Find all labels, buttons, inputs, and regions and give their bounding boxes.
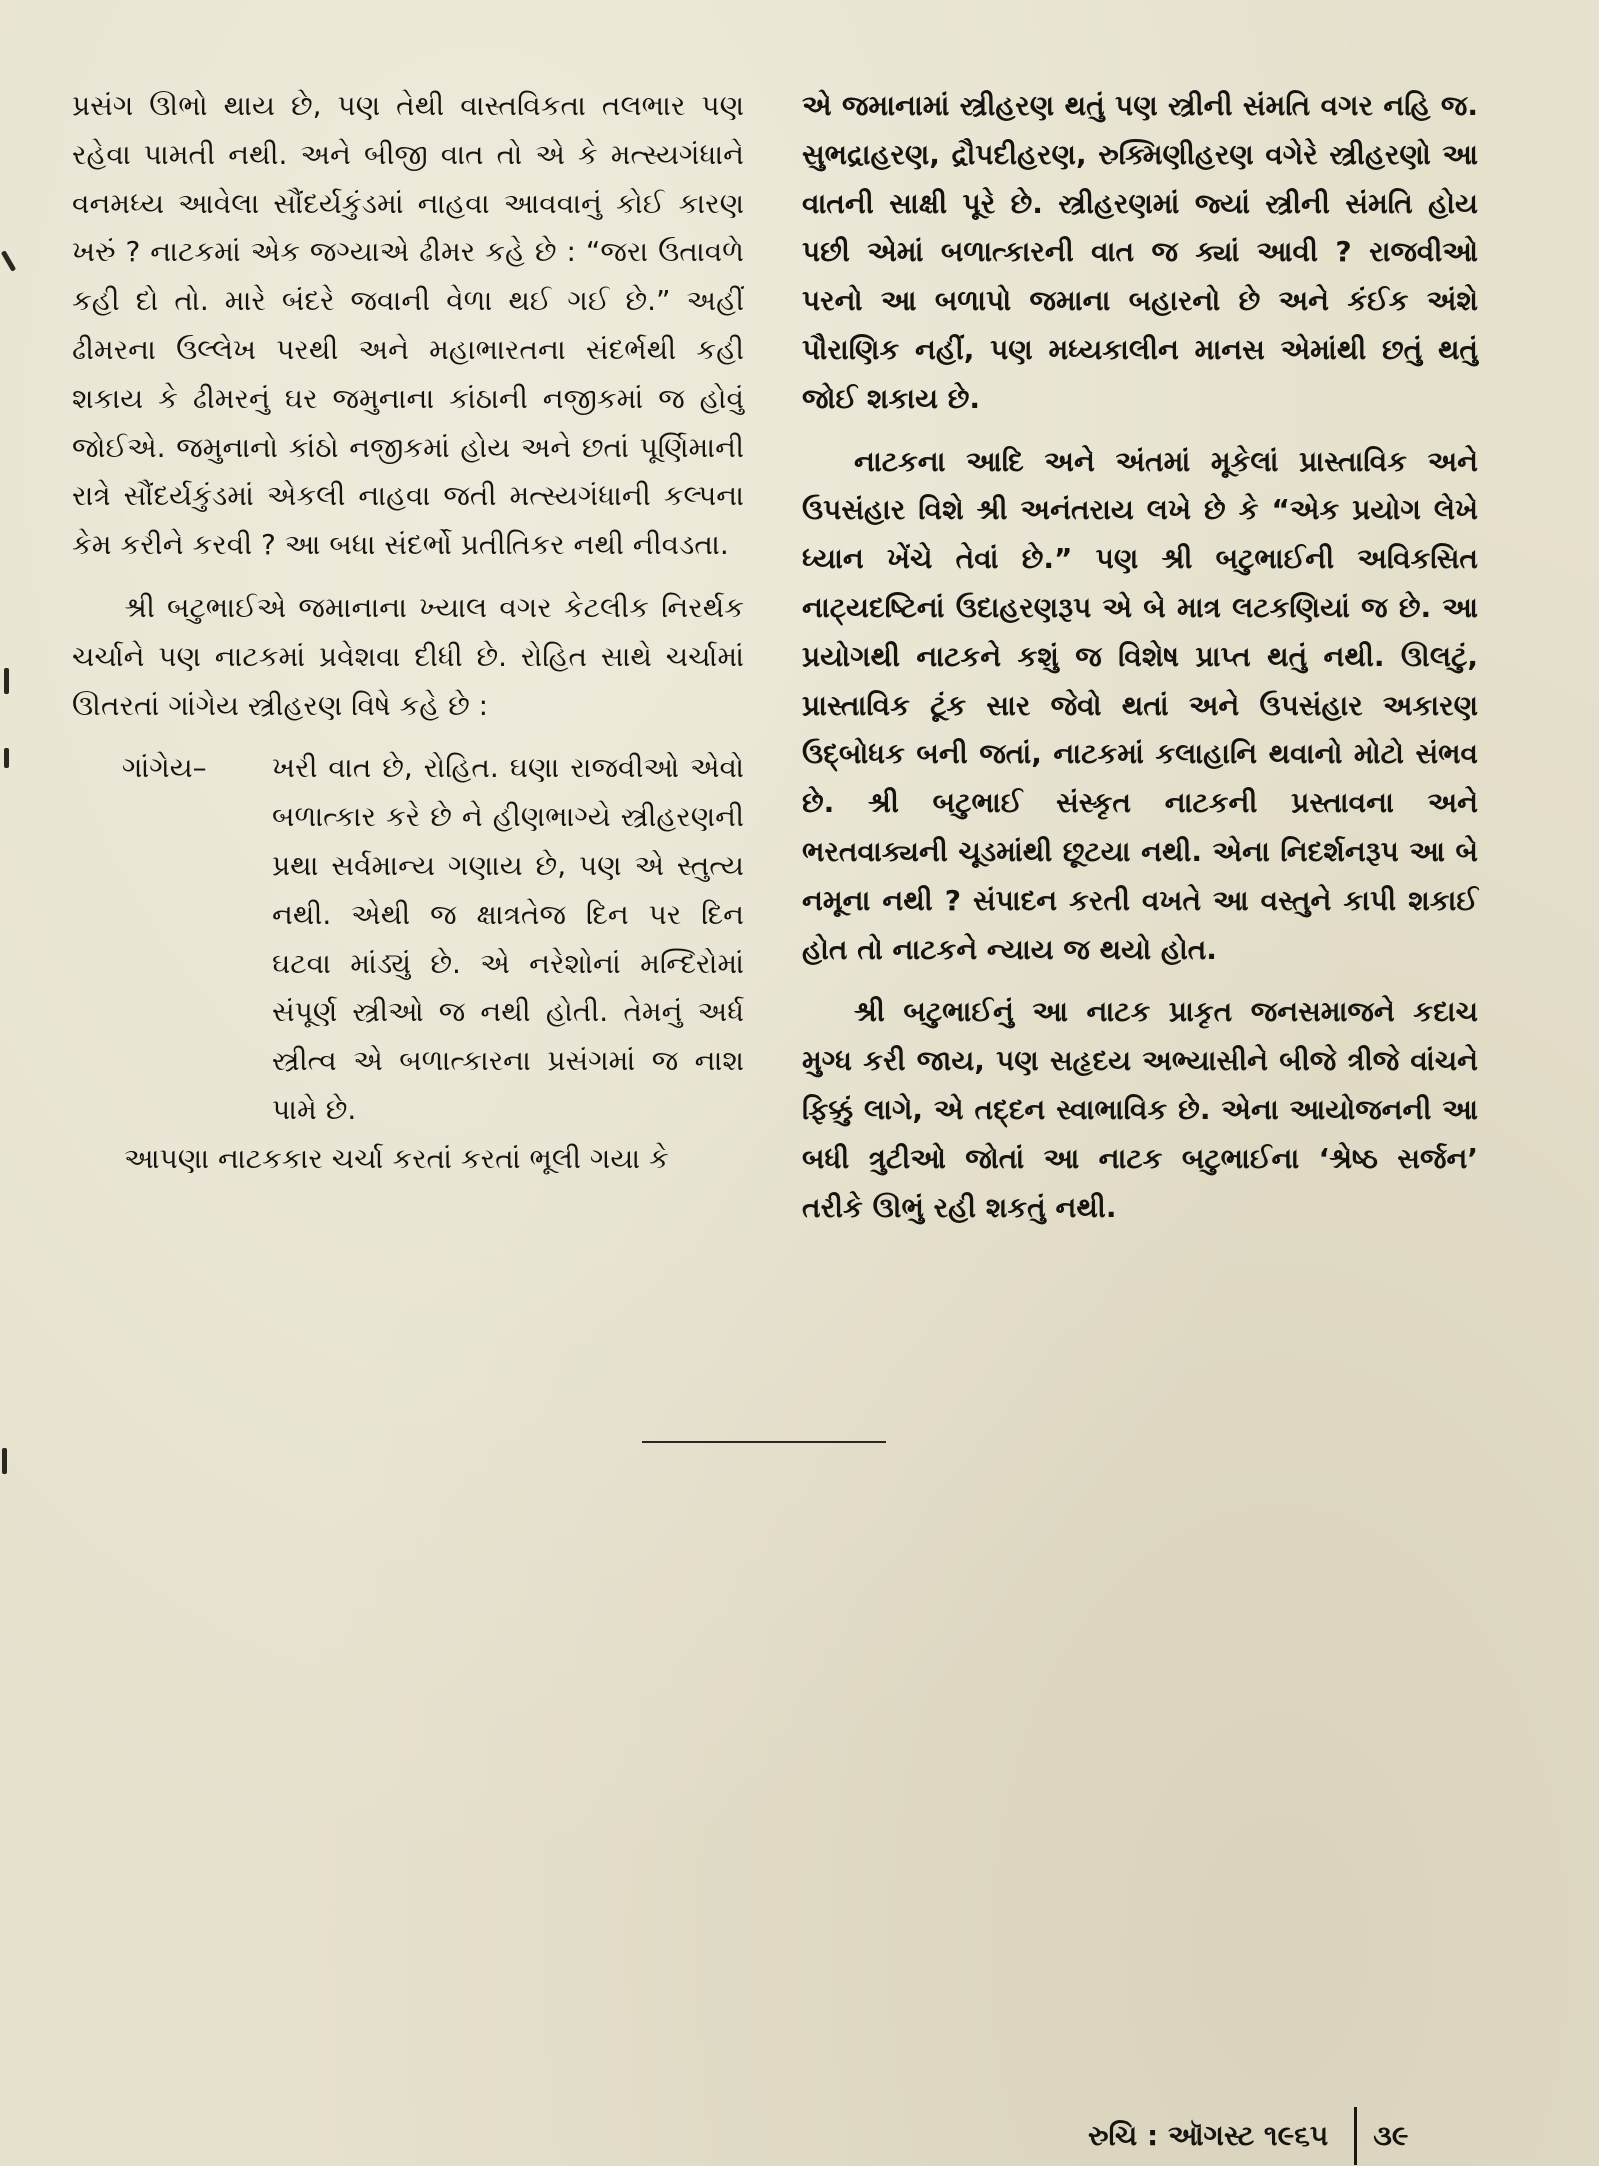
footer-magazine-date: રુચિ : ઑગસ્ટ ૧૯૬૫ [1088, 2119, 1329, 2152]
dialogue-speaker: ગાંગેય– [122, 751, 207, 785]
left-paragraph-2: શ્રી બટુભાઈએ જમાનાના ખ્યાલ વગર કેટલીક નિરર્થક ચર્ચાને પણ નાટકમાં પ્રવેશવા દીધી છે. રોહિત સાથે ચર્ચામાં ઊતરતાં ગાંગેય સ્ત્રીહરણ વિષે કહે છે : [72, 590, 744, 722]
footer-separator [1354, 2107, 1357, 2165]
right-column [802, 82, 1478, 1232]
left-paragraph-3: આપણા નાટકકાર ચર્ચા કરતાં કરતાં ભૂલી ગયા કે [124, 1141, 669, 1175]
left-column [72, 82, 744, 1184]
margin-mark-1 [1, 250, 16, 272]
margin-mark-4 [2, 1448, 7, 1474]
right-paragraph-3: શ્રી બટુભાઈનું આ નાટક પ્રાકૃત જનસમાજને કદાચ મુગ્ધ કરી જાય, પણ સહૃદય અભ્યાસીને બીજે ત્રીજે વાંચને ફિક્કું લાગે, એ તદ્દન સ્વાભાવિક છે. એના આયોજનની આ બધી ત્રુટીઓ જોતાં આ નાટક બટુભાઈના ‘શ્રેષ્ઠ સર્જન’ તરીકે ઊભું રહી શકતું નથી. [802, 995, 1478, 1224]
right-paragraph-1: એ જમાનામાં સ્ત્રીહરણ થતું પણ સ્ત્રીની સંમતિ વગર નહિ જ. સુભદ્રાહરણ, દ્રૌપદીહરણ, રુક્મિણીહરણ વગેરે સ્ત્રીહરણો આ વાતની સાક્ષી પૂરે છે. સ્ત્રીહરણમાં જ્યાં સ્ત્રીની સંમતિ હોય પછી એમાં બળાત્કારની વાત જ ક્યાં આવી ? રાજવીઓ પરનો આ બળાપો જમાના બહારનો છે અને કંઈક અંશે પૌરાણિક નહીં, પણ મધ્યકાલીન માનસ એમાંથી છતું થતું જોઈ શકાય છે. [802, 89, 1478, 415]
page-footer [1088, 2107, 1409, 2165]
dialogue-block [122, 744, 744, 1134]
margin-mark-3 [4, 748, 9, 768]
dialogue-text: ખરી વાત છે, રોહિત. ઘણા રાજવીઓ એવો બળાત્કાર કરે છે ને હીણભાગ્યે સ્ત્રીહરણની પ્રથા સર્વમાન્ય ગણાય છે, પણ એ સ્તુત્ય નથી. એથી જ ક્ષાત્રતેજ દિન પર દિન ઘટવા માંડ્યું છે. એ નરેશોનાં મન્દિરોમાં સંપૂર્ણ સ્ત્રીઓ જ નથી હોતી. તેમનું અર્ધ સ્ત્રીત્વ એ બળાત્કારના પ્રસંગમાં જ નાશ પામે છે. [272, 751, 744, 1126]
footer-page-number: ૩૯ [1373, 2119, 1409, 2152]
right-paragraph-2: નાટકના આદિ અને અંતમાં મૂકેલાં પ્રાસ્તાવિક અને ઉપસંહાર વિશે શ્રી અનંતરાય લખે છે કે “એક પ્રયોગ લેખે ધ્યાન ખેંચે તેવાં છે.” પણ શ્રી બટુભાઈની અવિકસિત નાટ્યદષ્ટિનાં ઉદાહરણરૂપ એ બે માત્ર લટકણિયાં જ છે. આ પ્રયોગથી નાટકને કશું જ વિશેષ પ્રાપ્ત થતું નથી. ઊલટું, પ્રાસ્તાવિક ટૂંક સાર જેવો થતાં અને ઉપસંહાર અકારણ ઉદ્બોધક બની જતાં, નાટકમાં કલાહાનિ થવાનો મોટો સંભવ છે. શ્રી બટુભાઈ સંસ્કૃત નાટકની પ્રસ્તાવના અને ભરતવાક્યની ચૂડમાંથી છૂટયા નથી. એના નિદર્શનરૂપ આ બે નમૂના નથી ? સંપાદન કરતી વખતે આ વસ્તુને કાપી શકાઈ હોત તો નાટકને ન્યાય જ થયો હોત. [802, 444, 1478, 966]
left-paragraph-1: પ્રસંગ ઊભો થાય છે, પણ તેથી વાસ્તવિકતા તલભાર પણ રહેવા પામતી નથી. અને બીજી વાત તો એ કે મત્સ્યગંધાને વનમધ્ય આવેલા સૌંદર્યકુંડમાં નાહવા આવવાનું કોઈ કારણ ખરું ? નાટકમાં એક જગ્યાએ ઢીમર કહે છે : “જરા ઉતાવળે કહી દો તો. મારે બંદરે જવાની વેળા થઈ ગઈ છે.” અહીં ઢીમરના ઉલ્લેખ પરથી અને મહાભારતના સંદર્ભથી કહી શકાય કે ઢીમરનું ઘર જમુનાના કાંઠાની નજીકમાં જ હોવું જોઈએ. જમુનાનો કાંઠો નજીકમાં હોય અને છતાં પૂર્ણિમાની રાત્રે સૌંદર્યકુંડમાં એકલી નાહવા જતી મત્સ્યગંધાની કલ્પના કેમ કરીને કરવી ? આ બધા સંદર્ભો પ્રતીતિકર નથી નીવડતા. [72, 89, 744, 562]
section-divider [642, 1441, 886, 1443]
margin-mark-2 [4, 668, 9, 694]
